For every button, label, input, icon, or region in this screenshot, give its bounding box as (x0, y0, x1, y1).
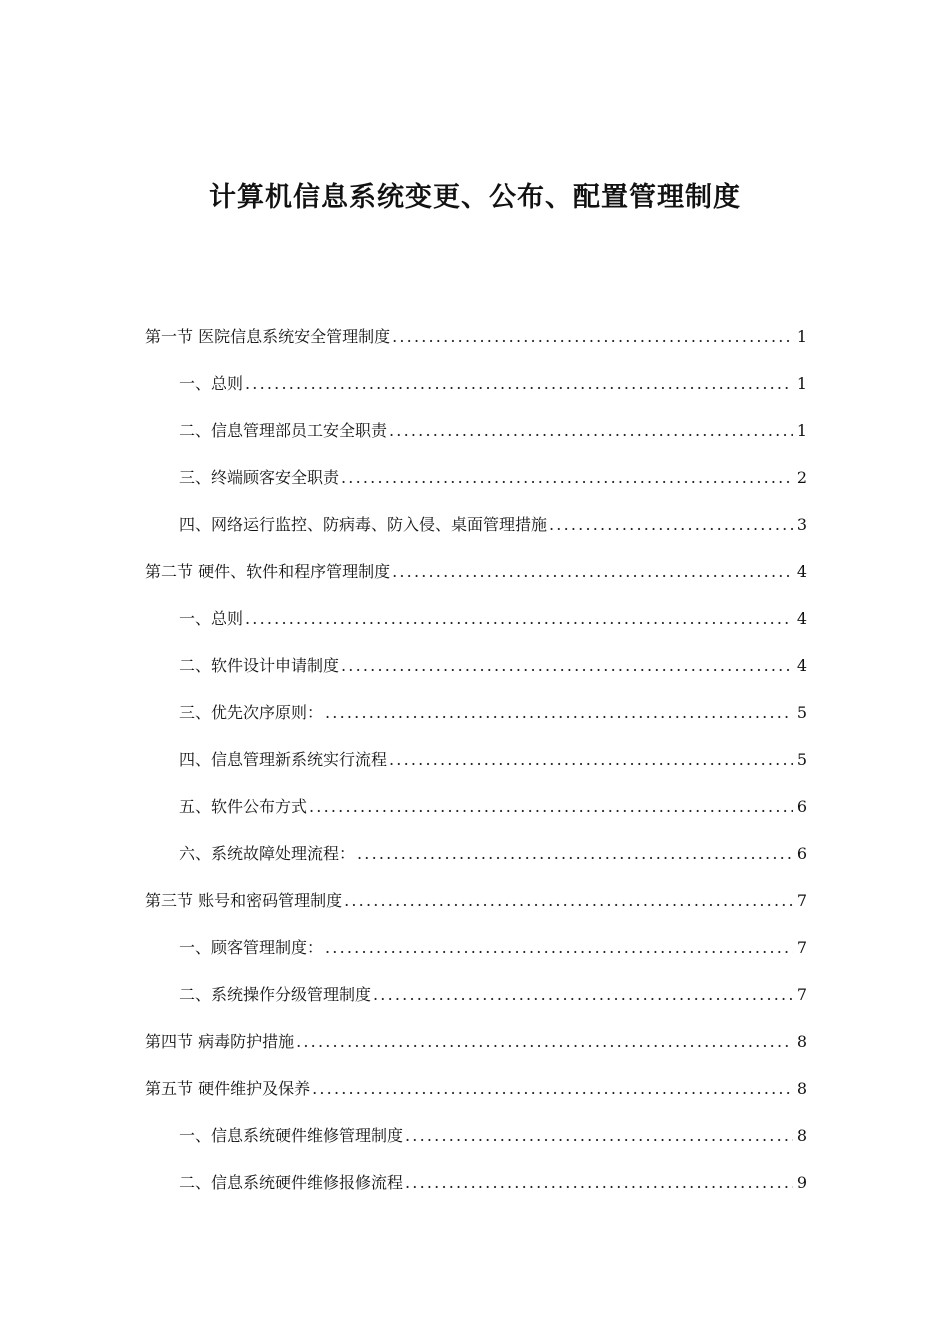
toc-page-number: 8 (796, 1031, 807, 1051)
toc-entry-label: 二、系统操作分级管理制度 (179, 984, 372, 1004)
toc-entry-label: 三、终端顾客安全职责 (179, 467, 340, 487)
toc-entry[interactable] (145, 1018, 807, 1065)
toc-entry[interactable] (145, 454, 807, 501)
toc-entry[interactable] (145, 689, 807, 736)
toc-page-number: 9 (796, 1172, 807, 1192)
toc-entry[interactable] (145, 877, 807, 924)
toc-entry-label: 第二节 硬件、软件和程序管理制度 (145, 561, 391, 581)
toc-dot-leader (392, 323, 793, 351)
toc-page-number: 6 (796, 843, 807, 863)
table-of-contents (145, 313, 807, 1206)
toc-dot-leader (344, 887, 793, 915)
toc-page-number: 8 (796, 1078, 807, 1098)
toc-entry-label: 一、总则 (179, 608, 244, 628)
toc-entry-label: 二、软件设计申请制度 (179, 655, 340, 675)
toc-entry[interactable] (145, 642, 807, 689)
toc-dot-leader (341, 464, 793, 492)
toc-entry[interactable] (145, 548, 807, 595)
toc-entry-label: 二、信息管理部员工安全职责 (179, 420, 388, 440)
toc-entry-label: 一、顾客管理制度： (179, 937, 324, 957)
toc-dot-leader (389, 746, 793, 774)
toc-dot-leader (549, 511, 793, 539)
toc-entry-label: 五、软件公布方式 (179, 796, 308, 816)
toc-dot-leader (392, 558, 793, 586)
toc-entry-label: 第一节 医院信息系统安全管理制度 (145, 326, 391, 346)
toc-dot-leader (405, 1169, 793, 1197)
toc-entry[interactable] (145, 595, 807, 642)
toc-page-number: 7 (796, 984, 807, 1004)
toc-entry[interactable] (145, 830, 807, 877)
toc-page-number: 4 (796, 655, 807, 675)
toc-page-number: 4 (796, 608, 807, 628)
toc-dot-leader (245, 605, 793, 633)
toc-page-number: 7 (796, 890, 807, 910)
toc-dot-leader (357, 840, 793, 868)
toc-entry[interactable] (145, 1112, 807, 1159)
toc-entry-label: 四、信息管理新系统实行流程 (179, 749, 388, 769)
toc-entry[interactable] (145, 313, 807, 360)
toc-entry[interactable] (145, 407, 807, 454)
toc-dot-leader (341, 652, 793, 680)
toc-dot-leader (245, 370, 793, 398)
toc-dot-leader (405, 1122, 793, 1150)
toc-page-number: 2 (796, 467, 807, 487)
toc-entry[interactable] (145, 1065, 807, 1112)
toc-page-number: 6 (796, 796, 807, 816)
toc-page-number: 1 (796, 326, 807, 346)
toc-dot-leader (312, 1075, 793, 1103)
toc-entry-label: 第四节 病毒防护措施 (145, 1031, 295, 1051)
toc-page-number: 5 (796, 749, 807, 769)
toc-entry-label: 第三节 账号和密码管理制度 (145, 890, 343, 910)
toc-entry-label: 四、网络运行监控、防病毒、防入侵、桌面管理措施 (179, 514, 548, 534)
toc-entry[interactable] (145, 501, 807, 548)
toc-entry[interactable] (145, 1159, 807, 1206)
toc-entry-label: 一、信息系统硬件维修管理制度 (179, 1125, 404, 1145)
toc-page-number: 5 (796, 702, 807, 722)
toc-dot-leader (389, 417, 793, 445)
toc-entry[interactable] (145, 924, 807, 971)
toc-dot-leader (325, 699, 793, 727)
toc-entry-label: 一、总则 (179, 373, 244, 393)
document-title: 计算机信息系统变更、公布、配置管理制度 (209, 182, 741, 213)
toc-page-number: 3 (796, 514, 807, 534)
toc-page-number: 1 (796, 420, 807, 440)
toc-entry-label: 二、信息系统硬件维修报修流程 (179, 1172, 404, 1192)
toc-page-number: 4 (796, 561, 807, 581)
toc-page-number: 7 (796, 937, 807, 957)
toc-entry-label: 六、系统故障处理流程： (179, 843, 356, 863)
toc-page-number: 8 (796, 1125, 807, 1145)
toc-dot-leader (296, 1028, 793, 1056)
toc-entry-label: 第五节 硬件维护及保养 (145, 1078, 311, 1098)
toc-dot-leader (309, 793, 793, 821)
toc-entry[interactable] (145, 783, 807, 830)
toc-entry-label: 三、优先次序原则： (179, 702, 324, 722)
toc-entry[interactable] (145, 971, 807, 1018)
toc-dot-leader (373, 981, 793, 1009)
toc-entry[interactable] (145, 360, 807, 407)
toc-page-number: 1 (796, 373, 807, 393)
toc-entry[interactable] (145, 736, 807, 783)
toc-dot-leader (325, 934, 793, 962)
